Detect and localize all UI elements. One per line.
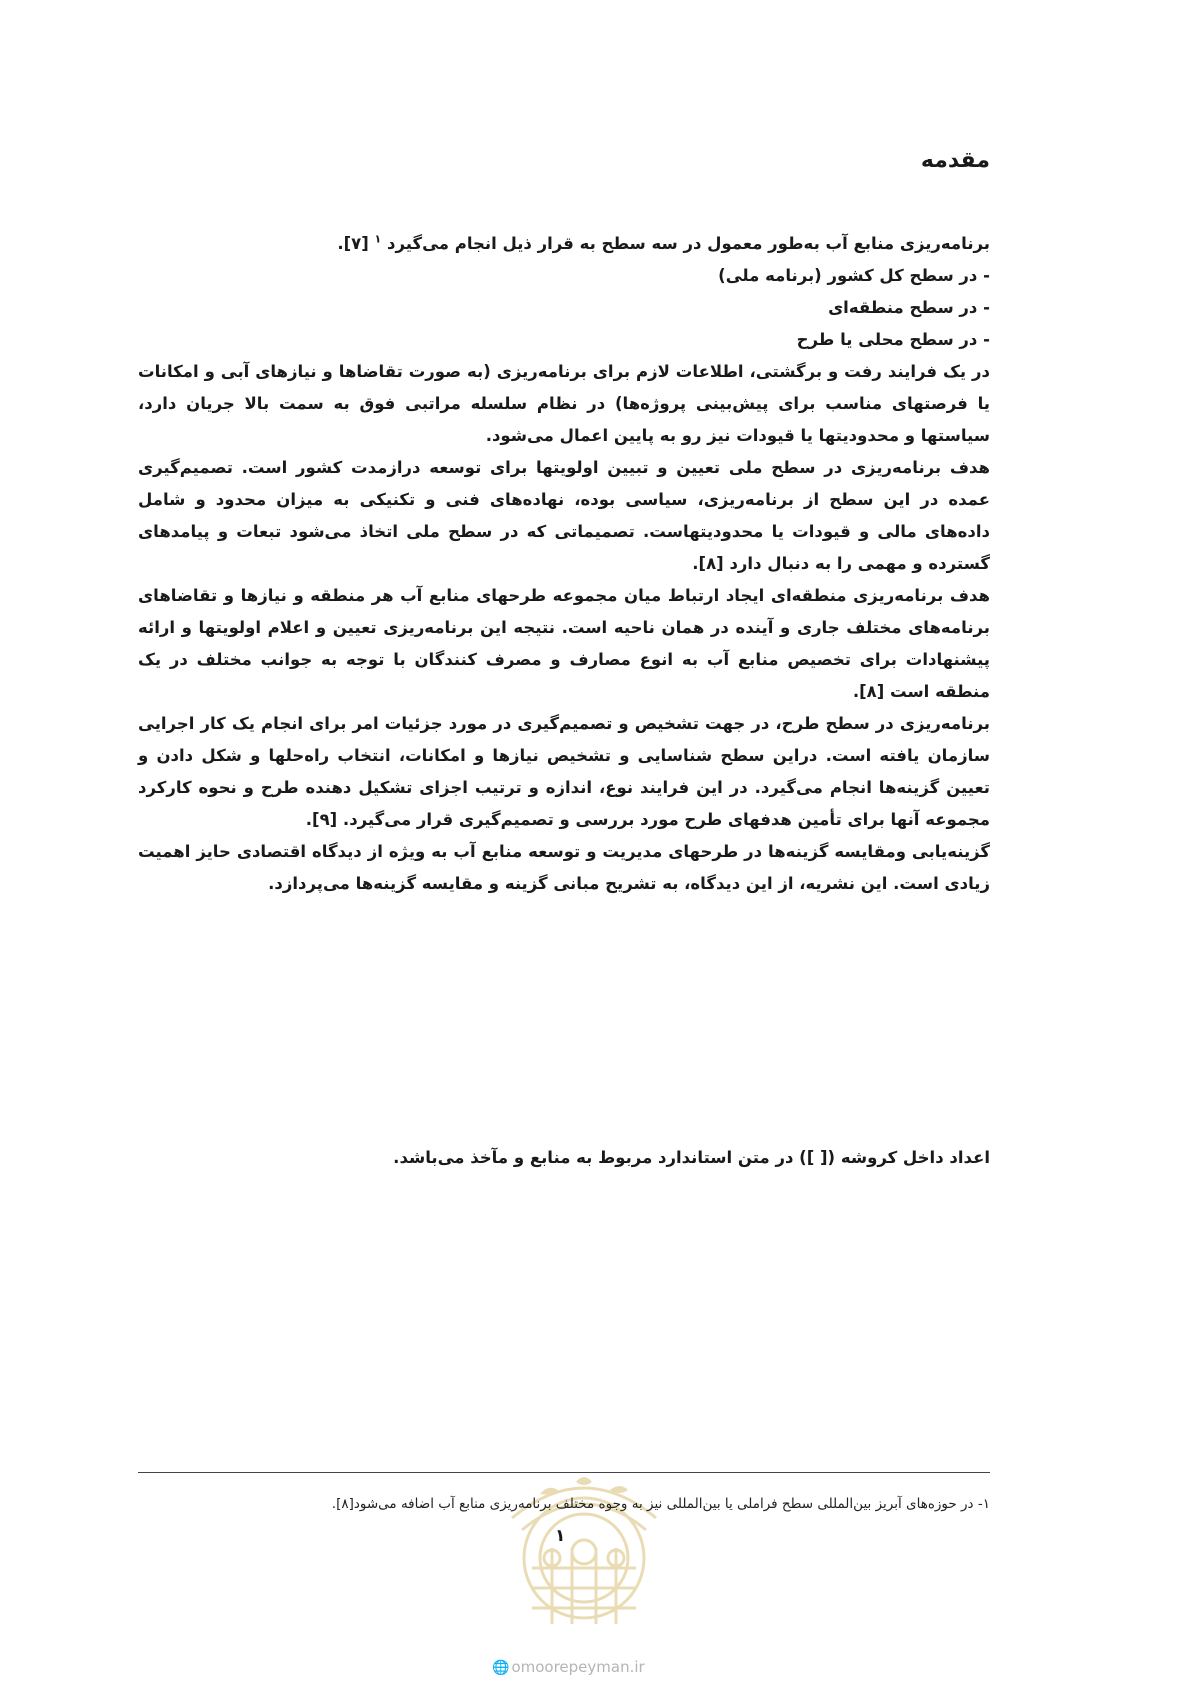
section-heading: مقدمه — [920, 148, 990, 173]
globe-icon: 🌐 — [492, 1660, 510, 1676]
citation: [۷]. — [337, 234, 369, 253]
footnote-divider — [138, 1472, 990, 1473]
paragraph-project: برنامه‌ریزی در سطح طرح، در جهت تشخیص و تصمیم‌گیری در مورد جزئیات امر برای انجام یک کار اجرایی سازمان یافته است. دراین سطح شناسایی و تشخیص نیازها و امکانات، انتخاب راه‌حلها و شکل دادن و تعیین گزینه‌ها انجام می‌گیرد. در این فرایند نوع، اندازه و ترتیب اجزای تشکیل دهنده طرح و نحوه کارکرد مجموعه آنها برای تأمین هدفهای طرح مورد بررسی و تصمیم‌گیری قرار می‌گیرد. [۹]. — [138, 714, 990, 829]
paragraph-national: هدف برنامه‌ریزی در سطح ملی تعیین و تبیین اولویتها برای توسعه درازمدت کشور است. تصمیم‌گیری عمده در این سطح از برنامه‌ریزی، سیاسی بوده، نهاده‌های فنی و تکنیکی به میزان محدود و شامل داده‌های مالی و قیودات یا محدودیتهاست. تصمیماتی که در سطح ملی اتخاذ می‌شود تبعات و پیامدهای گسترده و مهمی را به دنبال دارد [۸]. — [138, 458, 990, 573]
footnote: ۱- در حوزه‌های آبریز بین‌المللی سطح فراملی یا بین‌المللی نیز به وجوه مختلف برنامه‌ریزی منابع آب اضافه می‌شود[۸]. — [331, 1496, 990, 1512]
body-text — [138, 228, 990, 900]
paragraph-intro-text: برنامه‌ریزی منابع آب به‌طور معمول در سه سطح به قرار ذیل انجام می‌گیرد — [387, 234, 990, 253]
list-item-local: - در سطح محلی یا طرح — [796, 330, 990, 349]
paragraph-process: در یک فرایند رفت و برگشتی، اطلاعات لازم برای برنامه‌ریزی (به صورت تقاضاها و نیازهای آبی و امکانات یا فرصتهای مناسب برای پیش‌بینی پروژه‌ها) در نظام سلسله مراتبی فوق به سمت بالا جریان دارد، سیاستها و محدودیتها یا قیودات نیز رو به پایین اعمال می‌شود. — [138, 362, 990, 445]
footnote-marker[interactable]: ۱ — [374, 232, 382, 246]
list-item-regional: - در سطح منطقه‌ای — [828, 298, 990, 317]
watermark-seal — [492, 1448, 676, 1632]
bracket-note: اعداد داخل کروشه ([ ]) در متن استاندارد مربوط به منابع و مآخذ می‌باشد. — [393, 1148, 990, 1167]
paragraph-regional: هدف برنامه‌ریزی منطقه‌ای ایجاد ارتباط میان مجموعه طرحهای منابع آب هر منطقه و نیازها و تقاضاهای برنامه‌های مختلف جاری و آینده در همان ناحیه است. نتیجه این برنامه‌ریزی تعیین و اعلام اولویتها و ارائه پیشنهادات برای تخصیص منابع آب به انوع مصارف و مصرف کنندگان با توجه به جوانب مختلف در یک منطقه است [۸]. — [138, 586, 990, 701]
list-item-national: - در سطح کل کشور (برنامه ملی) — [718, 266, 990, 285]
page-number: ۱ — [555, 1526, 566, 1546]
paragraph-options: گزینه‌یابی ومقایسه گزینه‌ها در طرحهای مدیریت و توسعه منابع آب به ویژه از دیدگاه اقتصادی حایز اهمیت زیادی است. این نشریه، از این دیدگاه، به تشریح مبانی گزینه و مقایسه گزینه‌ها می‌پردازد. — [138, 842, 990, 893]
watermark-site: omoorepeyman.ir — [511, 1658, 645, 1676]
watermark-url — [492, 1658, 645, 1676]
paragraph-intro — [138, 228, 990, 260]
